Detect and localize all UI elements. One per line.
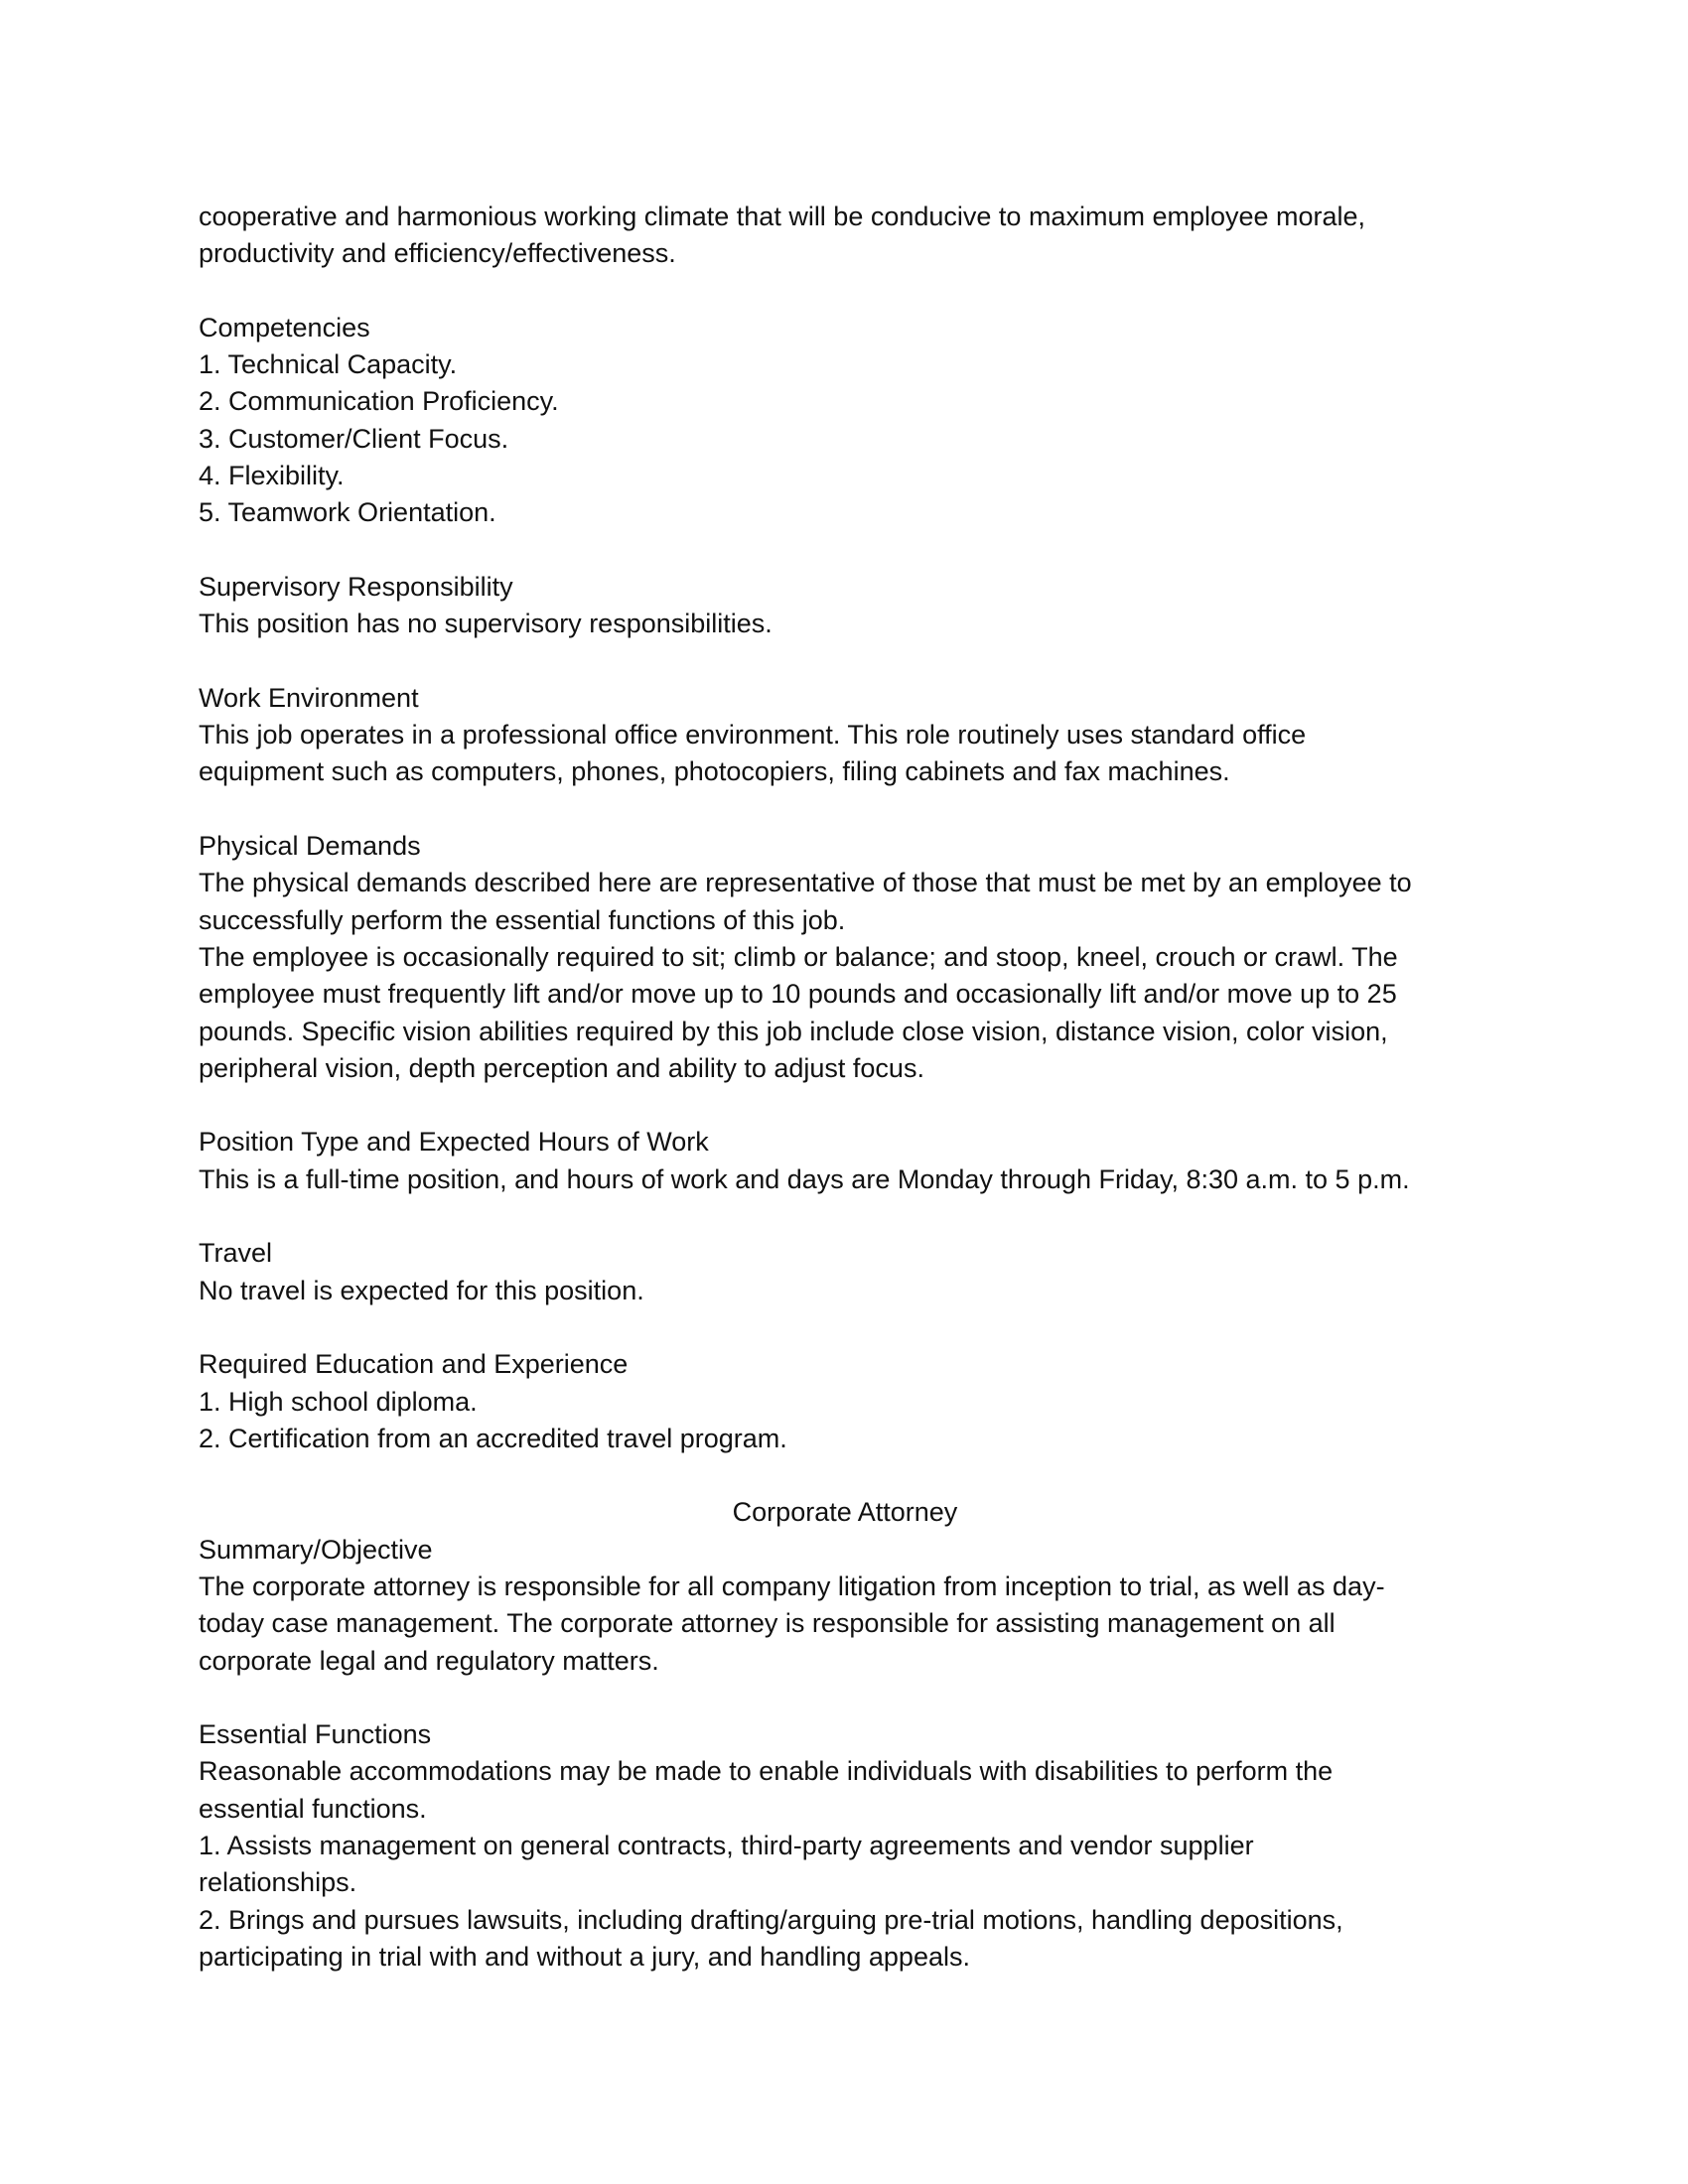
body-line: peripheral vision, depth perception and ability to adjust focus. (199, 1052, 924, 1083)
spacer (199, 1680, 1499, 1716)
spacer (199, 1087, 1499, 1124)
list-item: 2. Certification from an accredited travel program. (199, 1423, 787, 1453)
spacer (199, 273, 1499, 310)
job-title: Corporate Attorney (732, 1497, 958, 1528)
list-item: 3. Customer/Client Focus. (199, 423, 509, 454)
body-line: essential functions. (199, 1793, 427, 1824)
spacer (199, 791, 1499, 828)
body-line: corporate legal and regulatory matters. (199, 1645, 659, 1676)
section-heading-position-type: Position Type and Expected Hours of Work (199, 1127, 709, 1158)
section-heading-physical-demands: Physical Demands (199, 831, 421, 862)
body-line: The corporate attorney is responsible for all company litigation from inception to trial, as well as day- (199, 1570, 1385, 1601)
body-line: participating in trial with and without a jury, and handling appeals. (199, 1941, 970, 1972)
body-line: The physical demands described here are representative of those that must be met by an employee to (199, 868, 1412, 898)
section-heading-work-environment: Work Environment (199, 682, 419, 713)
body-line: No travel is expected for this position. (199, 1275, 644, 1305)
list-item: 4. Flexibility. (199, 461, 345, 491)
list-item: 1. Technical Capacity. (199, 349, 458, 380)
body-line: relationships. (199, 1867, 357, 1898)
section-heading-essential-functions: Essential Functions (199, 1719, 432, 1750)
section-heading-supervisory: Supervisory Responsibility (199, 571, 513, 602)
spacer (199, 1457, 1499, 1494)
body-line: successfully perform the essential functions of this job. (199, 904, 846, 935)
body-line: This job operates in a professional office environment. This role routinely uses standard office (199, 720, 1307, 751)
list-item: 5. Teamwork Orientation. (199, 497, 496, 528)
body-line: Reasonable accommodations may be made to enable individuals with disabilities to perform the (199, 1756, 1334, 1787)
list-item: 2. Communication Proficiency. (199, 386, 559, 417)
body-line: This is a full-time position, and hours of work and days are Monday through Friday, 8:30 a.m. to 5 p.m. (199, 1163, 1410, 1194)
body-line: equipment such as computers, phones, photocopiers, filing cabinets and fax machines. (199, 756, 1230, 787)
body-line: The employee is occasionally required to sit; climb or balance; and stoop, kneel, crouch or crawl. The (199, 941, 1398, 972)
spacer (199, 532, 1499, 569)
section-heading-education: Required Education and Experience (199, 1349, 629, 1380)
body-line: pounds. Specific vision abilities required by this job include close vision, distance vision, color vision, (199, 1016, 1388, 1046)
document-body (199, 199, 1499, 1976)
list-item: 1. High school diploma. (199, 1386, 478, 1417)
spacer (199, 643, 1499, 680)
body-line: today case management. The corporate attorney is responsible for assisting management on all (199, 1608, 1336, 1639)
spacer (199, 1198, 1499, 1235)
list-item: 2. Brings and pursues lawsuits, including drafting/arguing pre-trial motions, handling depositions, (199, 1904, 1343, 1935)
list-item: 1. Assists management on general contracts, third-party agreements and vendor supplier (199, 1831, 1254, 1861)
section-heading-competencies: Competencies (199, 312, 370, 342)
body-line: productivity and efficiency/effectiveness. (199, 238, 676, 269)
section-heading-travel: Travel (199, 1238, 273, 1269)
spacer (199, 1309, 1499, 1346)
section-heading-summary: Summary/Objective (199, 1534, 433, 1565)
body-line: cooperative and harmonious working climate that will be conducive to maximum employee morale, (199, 202, 1366, 231)
body-line: employee must frequently lift and/or move up to 10 pounds and occasionally lift and/or move up to 25 (199, 979, 1397, 1010)
body-line: This position has no supervisory responsibilities. (199, 609, 773, 639)
